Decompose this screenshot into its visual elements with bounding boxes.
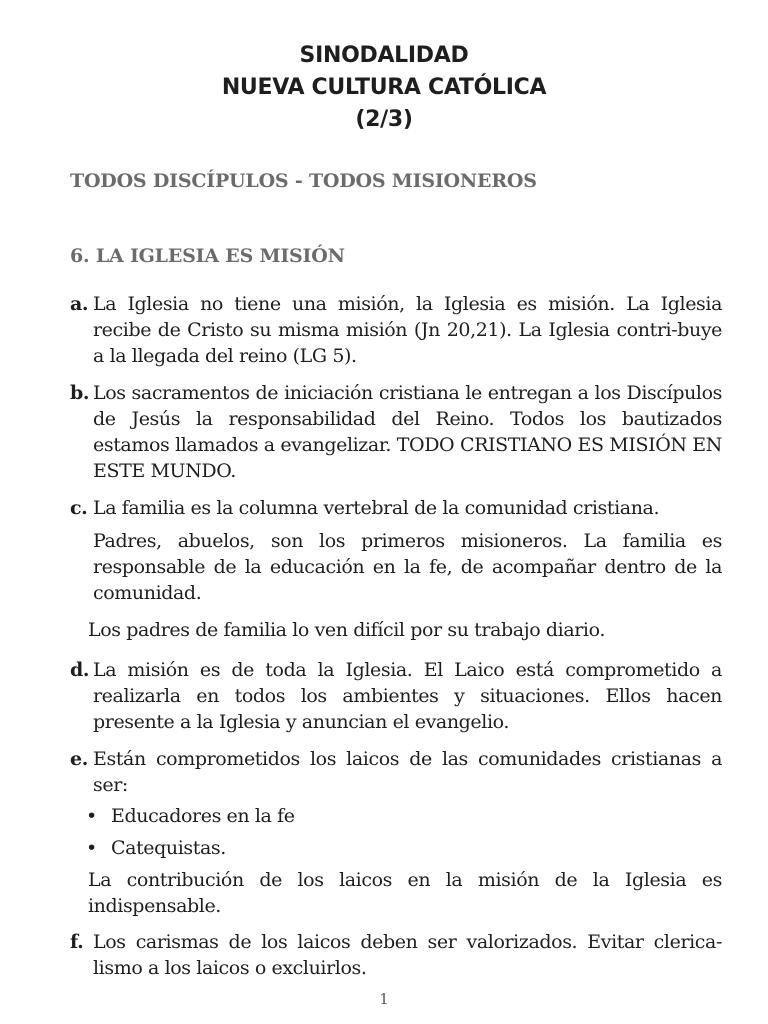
item-label-e: e.: [70, 748, 88, 770]
list-item-f: [70, 929, 722, 981]
item-text-d: La misión es de toda la Iglesia. El Laico está comprometido a realizarla en todos los ambientes y situaciones. Ellos hacen presente a la Iglesia y anuncian el evangelio.: [93, 659, 722, 733]
bullet-item: [86, 803, 295, 829]
bullet-text-2: Catequistas.: [111, 837, 226, 859]
item-c-paragraph-2: Los padres de familia lo ven difícil por su trabajo diario.: [88, 619, 605, 641]
item-label-a: a.: [70, 293, 89, 315]
item-text-c: La familia es la columna vertebral de la comunidad cristiana.: [93, 497, 660, 519]
title-line-3: (2/3): [355, 107, 413, 132]
subtitle: TODOS DISCÍPULOS - TODOS MISIONEROS: [70, 170, 537, 192]
item-text-f: Los carismas de los laicos deben ser valorizados. Evitar clerica-lismo a los laicos o excluirlos.: [93, 931, 722, 979]
bullet-text-1: Educadores en la fe: [111, 805, 295, 827]
list-item-c: [70, 495, 722, 521]
page-number: 1: [379, 990, 389, 1008]
section-heading: 6. LA IGLESIA ES MISIÓN: [70, 245, 345, 267]
bullet-icon: •: [86, 837, 97, 859]
document-title: [0, 40, 768, 136]
item-text-e: Están comprometidos los laicos de las comunidades cristianas a ser:: [93, 748, 722, 796]
list-item-e: [70, 746, 722, 798]
item-c-paragraph-1: Padres, abuelos, son los primeros misioneros. La familia es responsable de la educación en la fe, de acompañar dentro de la comunidad.: [93, 530, 722, 604]
item-text-a: La Iglesia no tiene una misión, la Iglesia es misión. La Iglesia recibe de Cristo su misma misión (Jn 20,21). La Iglesia contri-buye a la llegada del reino (LG 5).: [93, 293, 722, 367]
title-line-1: SINODALIDAD: [299, 43, 469, 68]
item-label-c: c.: [70, 497, 88, 519]
item-label-f: f.: [70, 931, 84, 953]
list-item-b: [70, 380, 722, 484]
item-e-closing: La contribución de los laicos en la misión de la Iglesia es indispensable.: [88, 869, 722, 917]
item-label-d: d.: [70, 659, 90, 681]
item-label-b: b.: [70, 382, 90, 404]
list-item-a: [70, 291, 722, 369]
bullet-icon: •: [86, 805, 97, 827]
list-item-d: [70, 657, 722, 735]
title-line-2: NUEVA CULTURA CATÓLICA: [221, 75, 547, 100]
bullet-item: [86, 835, 226, 861]
item-text-b: Los sacramentos de iniciación cristiana le entregan a los Discípulos de Jesús la responsabilidad del Reino. Todos los bautizados estamos llamados a evangelizar. TODO CRISTIANO ES MISIÓN EN ESTE MUNDO.: [93, 382, 722, 482]
